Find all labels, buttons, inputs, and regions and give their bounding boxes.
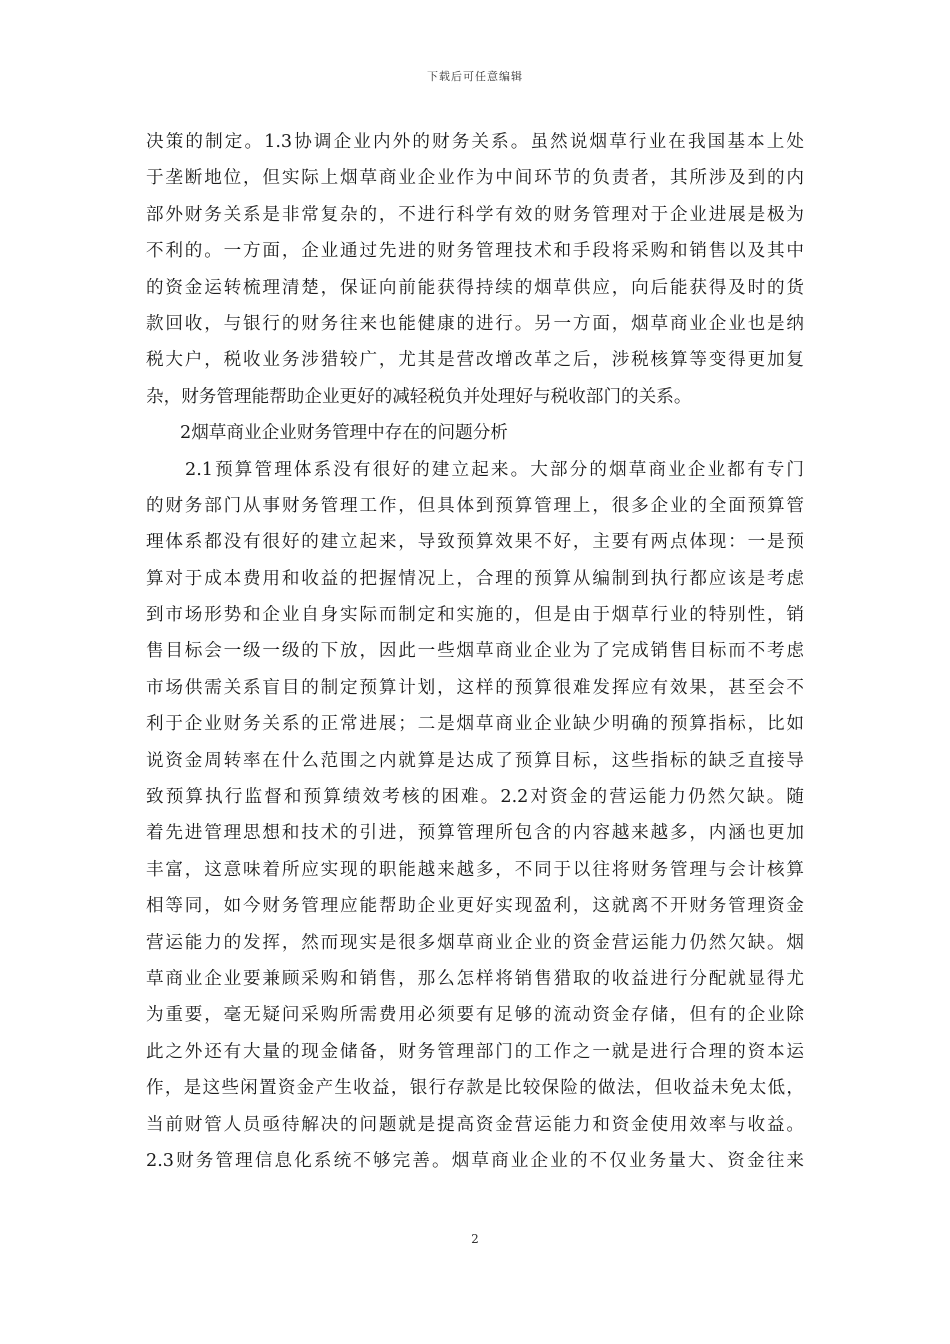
text-line: 草商业企业要兼顾采购和销售，那么怎样将销售猎取的收益进行分配就显得尤 (146, 968, 804, 989)
page-header: 下载后可任意编辑 (427, 70, 523, 83)
text-line: 2.3财务管理信息化系统不够完善。烟草商业企业的不仅业务量大、资金往来 (146, 1150, 804, 1171)
text-line: 部外财务关系是非常复杂的，不进行科学有效的财务管理对于企业进展是极为 (146, 204, 804, 225)
text-line: 着先进管理思想和技术的引进，预算管理所包含的内容越来越多，内涵也更加 (146, 823, 804, 844)
text-line: 款回收，与银行的财务往来也能健康的进行。另一方面，烟草商业企业也是纳 (146, 313, 804, 334)
text-line: 算对于成本费用和收益的把握情况上，合理的预算从编制到执行都应该是考虑 (146, 568, 804, 589)
text-line: 当前财管人员亟待解决的问题就是提高资金营运能力和资金使用效率与收益。 (146, 1114, 804, 1135)
text-line: 相等同，如今财务管理应能帮助企业更好实现盈利，这就离不开财务管理资金 (146, 896, 804, 917)
text-line: 理体系都没有很好的建立起来，导致预算效果不好，主要有两点体现：一是预 (146, 532, 804, 553)
text-line: 的财务部门从事财务管理工作，但具体到预算管理上，很多企业的全面预算管 (146, 495, 804, 516)
text-line: 作，是这些闲置资金产生收益，银行存款是比较保险的做法，但收益未免太低， (146, 1078, 804, 1099)
text-line: 此之外还有大量的现金储备，财务管理部门的工作之一就是进行合理的资本运 (146, 1041, 804, 1062)
text-line: 市场供需关系盲目的制定预算计划，这样的预算很难发挥应有效果，甚至会不 (146, 677, 804, 698)
section-heading: 2烟草商业企业财务管理中存在的问题分析 (180, 423, 508, 444)
text-line: 税大户，税收业务涉猎较广，尤其是营改增改革之后，涉税核算等变得更加复 (146, 350, 804, 371)
text-line: 于垄断地位，但实际上烟草商业企业作为中间环节的负责者，其所涉及到的内 (146, 168, 804, 189)
text-line: 售目标会一级一级的下放，因此一些烟草商业企业为了完成销售目标而不考虑 (146, 641, 804, 662)
text-line: 丰富，这意味着所应实现的职能越来越多，不同于以往将财务管理与会计核算 (146, 859, 804, 880)
text-line: 利于企业财务关系的正常进展；二是烟草商业企业缺少明确的预算指标，比如 (146, 714, 804, 735)
text-line: 不利的。一方面，企业通过先进的财务管理技术和手段将采购和销售以及其中 (146, 241, 804, 262)
text-line: 说资金周转率在什么范围之内就算是达成了预算目标，这些指标的缺乏直接导 (146, 750, 804, 771)
text-line: 杂，财务管理能帮助企业更好的减轻税负并处理好与税收部门的关系。 (146, 386, 692, 407)
text-line: 决策的制定。1.3协调企业内外的财务关系。虽然说烟草行业在我国基本上处 (146, 132, 804, 152)
document-body (146, 124, 804, 1179)
page-number: 2 (471, 1232, 479, 1246)
text-line: 为重要，毫无疑问采购所需费用必须要有足够的流动资金存储，但有的企业除 (146, 1005, 804, 1026)
text-line: 2.1预算管理体系没有很好的建立起来。大部分的烟草商业企业都有专门 (185, 459, 804, 480)
text-line: 到市场形势和企业自身实际而制定和实施的，但是由于烟草行业的特别性，销 (146, 605, 804, 626)
text-line: 的资金运转梳理清楚，保证向前能获得持续的烟草供应，向后能获得及时的货 (146, 277, 804, 298)
text-line: 营运能力的发挥，然而现实是很多烟草商业企业的资金营运能力仍然欠缺。烟 (146, 932, 804, 953)
text-line: 致预算执行监督和预算绩效考核的困难。2.2对资金的营运能力仍然欠缺。随 (146, 787, 804, 808)
